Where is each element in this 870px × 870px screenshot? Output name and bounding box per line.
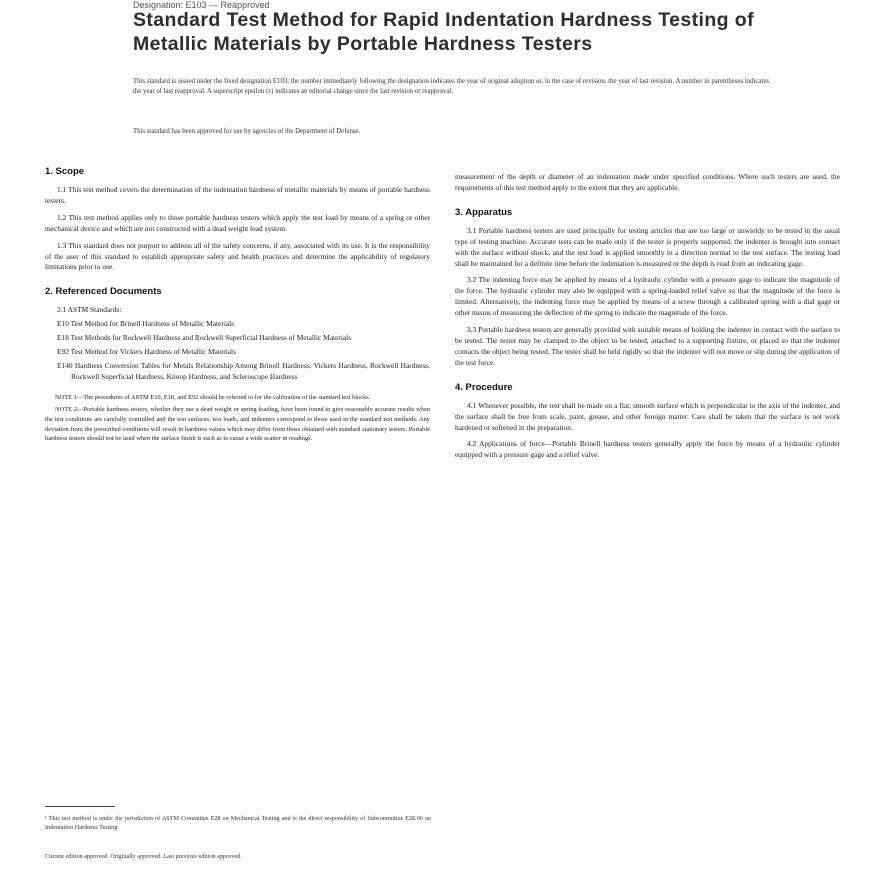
left-column — [45, 166, 430, 447]
paragraph-3-1: 3.1 Portable hardness testers are used principally for testing articles that are too large or unwieldy to be tested in the usual type of testing machine. Accurate tests can be made only if the tester is properly supported, the indenter is brought into contact with the surface without shock, and the test load is applied smoothly in a direction normal to the test surface. The testing load shall be maintained for a definite time before the indentation is measured or the depth is read from an indicating gage. — [455, 225, 840, 268]
references-subheading: 2.1 ASTM Standards: — [57, 305, 122, 315]
reference-item: E92 Test Method for Vickers Hardness of Metallic Materials — [57, 347, 236, 357]
footnote-rule — [45, 806, 115, 807]
paragraph-1-3: 1.3 This standard does not purport to address all of the safety concerns, if any, associated with its use. It is the responsibility of the user of this standard to establish appropriate safety and health practices and determine the applicability of regulatory limitations prior to use. — [45, 240, 430, 272]
footnote-2: Current edition approved. Originally approved. Last previous edition approved. — [45, 853, 242, 860]
reference-item: E140 Hardness Conversion Tables for Metals Relationship Among Brinell Hardness, Vickers Hardness, Rockwell Hardness, Rockwell Superficial Hardness, Knoop Hardness, and Scleroscope Hardness — [57, 360, 430, 381]
paragraph-3-3: 3.3 Portable hardness testers are generally provided with suitable means of holding the indenter in contact with the surface to be tested. The tester may be clamped to the object to be tested, attached to a supporting fixture, or placed so that the indenter contacts the object being tested. The tester shall be held rigidly so that the indenter will not move or slip during the application of the test force. — [455, 325, 840, 367]
paragraph-4-2: 4.2 Applications of force—Portable Brinell hardness testers generally apply the force by means of a hydraulic cylinder equipped with a pressure gage and a relief valve. — [455, 439, 840, 460]
approval-note: This standard has been approved for use by agencies of the Department of Defense. — [133, 128, 361, 135]
section-heading-references: 2. Referenced Documents — [45, 286, 162, 298]
continued-paragraph: measurement of the depth or diameter of an indentation made under specified conditions. Where such testers are used, the requirements of this test method apply to the extent that they are applicable. — [455, 172, 840, 192]
reference-item: E18 Test Methods for Rockwell Hardness and Rockwell Superficial Hardness of Metallic Materials — [57, 333, 352, 343]
paragraph-1-2: 1.2 This test method applies only to those portable hardness testers which apply the test load by means of a spring or other mechanical device and which are not constructed with a dead weight load system. — [45, 212, 430, 233]
footnote-1: ¹ This test method is under the jurisdiction of ASTM Committee E28 on Mechanical Testing and is the direct responsibility of Subcommittee E28.06 on Indentation Hardness Testing. — [45, 815, 431, 832]
designation-line: Designation: E103 — Reapproved — [133, 0, 270, 10]
section-heading-scope: 1. Scope — [45, 166, 85, 177]
jurisdiction-note: This standard is issued under the fixed designation E103; the number immediately following the designation indicates the year of original adoption or, in the case of revision, the year of last revision. A number in parentheses indicates the year of last reapproval. A superscript epsilon (ε) indicates an editorial change since the last revision or reapproval. — [133, 78, 769, 95]
page-title: Standard Test Method for Rapid Indentation Hardness Testing of Metallic Materials by Portable Hardness Testers — [133, 9, 755, 55]
paragraph-3-2: 3.2 The indenting force may be applied by means of a hydraulic cylinder with a pressure gage to indicate the magnitude of the force. The hydraulic cylinder may also be equipped with a spring-loaded relief valve so that the magnitude of the force is limited. Alternatively, the indenting force may be applied by means of a screw through a calibrated spring with a dial gage or other means of measuring the deflection of the spring to indicate the magnitude of the force. — [455, 275, 840, 318]
right-column — [455, 172, 840, 467]
reference-item: E10 Test Method for Brinell Hardness of Metallic Materials — [57, 319, 235, 329]
note-1: NOTE 1—The procedures of ASTM E10, E18, and E92 should be referred to for the calibration of the standard test blocks. — [55, 393, 371, 401]
paragraph-4-1: 4.1 Whenever possible, the test shall be made on a flat, smooth surface which is perpendicular to the axis of the indenter, and the surface shall be free from scale, paint, grease, and other foreign matter. Care shall be taken that the surface is not work hardened or softened in the preparation. — [455, 400, 840, 432]
section-heading-procedure: 4. Procedure — [455, 381, 513, 393]
section-heading-apparatus: 3. Apparatus — [455, 206, 513, 218]
paragraph-1-1: 1.1 This test method covers the determination of the indentation hardness of metallic materials by means of portable hardness testers. — [45, 185, 430, 205]
note-2: NOTE 2—Portable hardness testers, whether they use a dead weight or spring loading, have been found to give reasonably accurate results when the test conditions are carefully controlled and the test surfaces, test loads, and indenters correspond to those used in the standard test methods. Any deviation from the prescribed conditions will result in hardness values which may differ from those obtained with standard stationary testers. Portable hardness testers should not be used when the surface finish is such as to cause a wide scatter in readings. — [45, 406, 430, 443]
